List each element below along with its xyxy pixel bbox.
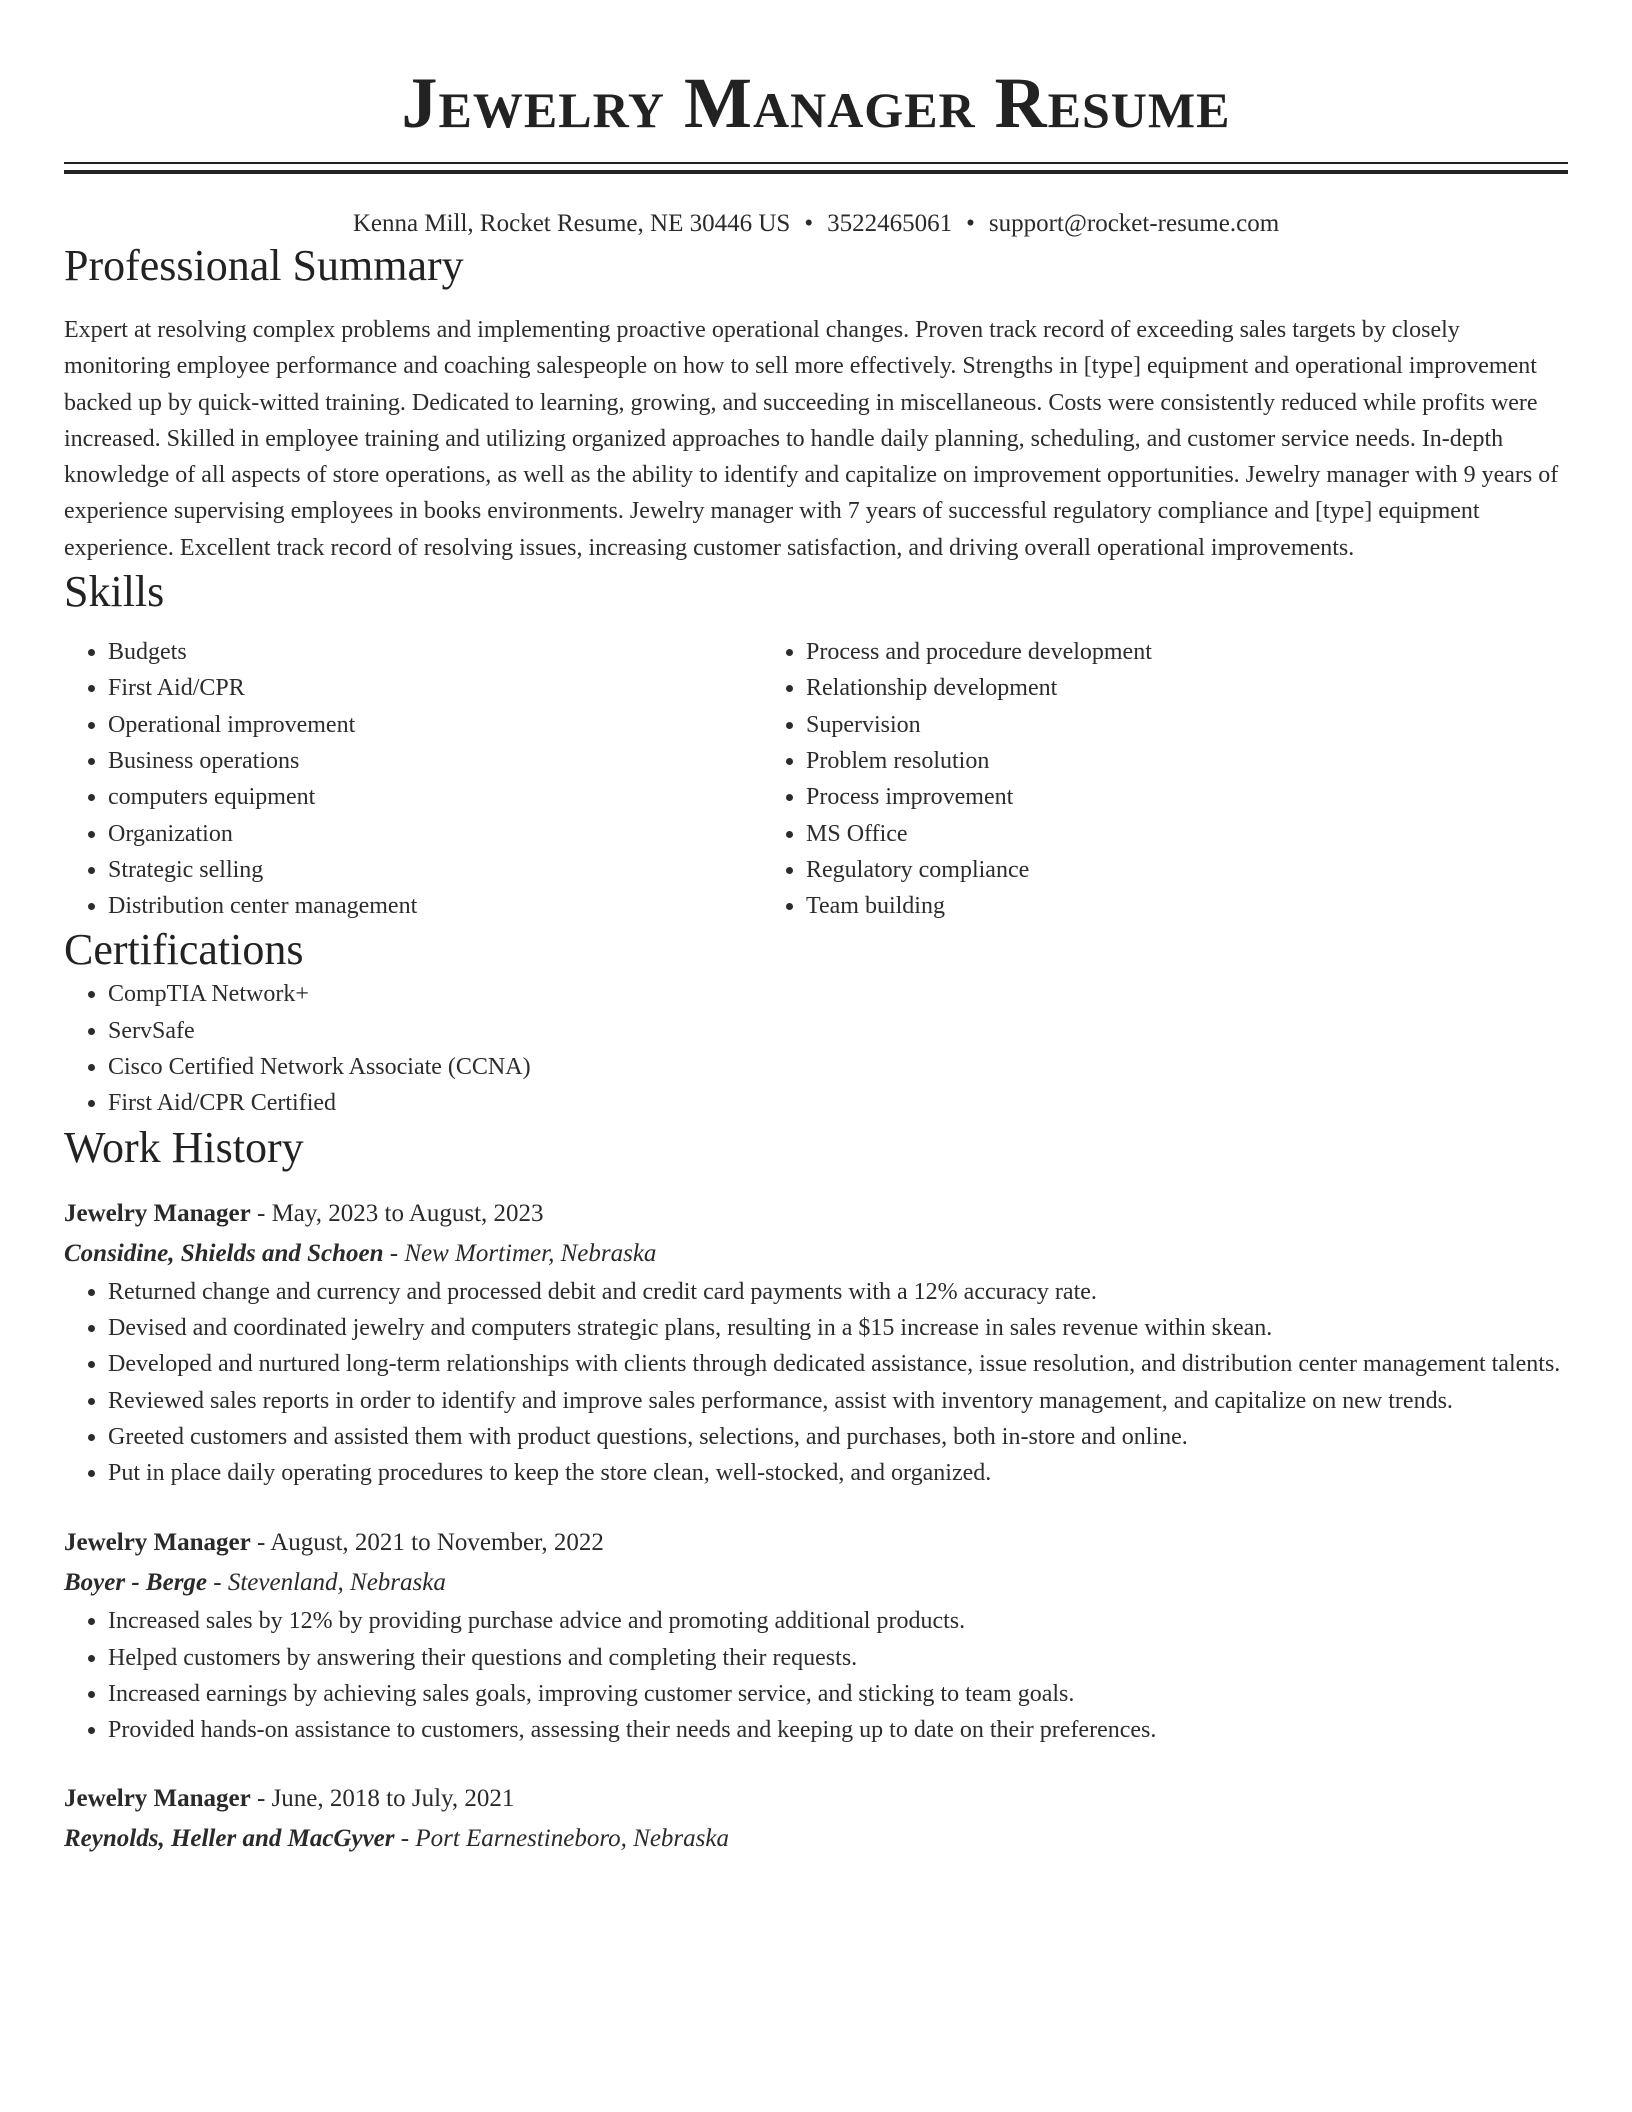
job-location: Stevenland, Nebraska <box>227 1569 446 1597</box>
dash-separator: - <box>207 1569 228 1597</box>
certification-item: • Cisco Certified Network Associate (CCNA) <box>108 1049 1568 1085</box>
job-title: Jewelry Manager <box>64 1529 251 1557</box>
resume-page <box>64 0 1568 1859</box>
skill-item: • Budgets <box>108 634 762 670</box>
dash-separator: - <box>250 1199 272 1227</box>
company-line <box>64 1563 1568 1603</box>
dash-separator: - <box>383 1239 405 1267</box>
work-history-heading: Work History <box>64 1122 304 1172</box>
contact-line <box>64 208 1568 240</box>
skills-columns <box>64 634 1568 924</box>
skill-item: • Problem resolution <box>806 743 1568 779</box>
certifications-list <box>64 976 1568 1121</box>
skills-heading: Skills <box>64 567 165 617</box>
job-bullet-list <box>64 1603 1568 1748</box>
job-bullet: • Helped customers by answering their questions and completing their requests. <box>108 1640 1568 1676</box>
job-entry <box>64 1779 1568 1859</box>
job-dates: August, 2021 to November, 2022 <box>270 1529 604 1557</box>
dash-separator: - <box>394 1824 416 1852</box>
skill-item: • computers equipment <box>108 779 762 815</box>
job-location: New Mortimer, Nebraska <box>404 1239 657 1267</box>
job-bullet: • Greeted customers and assisted them with product questions, selections, and purchases, both in-store and online. <box>108 1419 1568 1455</box>
title-divider-thin <box>64 162 1568 164</box>
skills-right-list <box>762 634 1568 924</box>
skill-item: • Supervision <box>806 707 1568 743</box>
skills-left-list <box>64 634 762 924</box>
job-bullet: • Reviewed sales reports in order to identify and improve sales performance, assist with inventory management, and capitalize on new trends. <box>108 1383 1568 1419</box>
job-entry <box>64 1194 1568 1492</box>
page-title: Jewelry Manager Resume <box>401 63 1231 143</box>
certifications-heading: Certifications <box>64 925 304 975</box>
summary-text: Expert at resolving complex problems and implementing proactive operational changes. Proven track record of exceeding sales targets by closely monitoring employee performance and coaching salespeople on how to sell more effectively. Strengths in [type] equipment and operational improvement backed up by quick-witted training. Dedicated to learning, growing, and succeeding in miscellaneous. Costs were consistently reduced while profits were increased. Skilled in employee training and utilizing organized approaches to handle daily planning, scheduling, and customer service needs. In-depth knowledge of all aspects of store operations, as well as the ability to identify and capitalize on improvement opportunities. Jewelry manager with 9 years of experience supervising employees in books environments. Jewelry manager with 7 years of successful regulatory compliance and [type] equipment experience. Excellent track record of resolving issues, increasing customer satisfaction, and driving overall operational improvements. <box>64 317 1559 561</box>
skill-item: • Strategic selling <box>108 852 762 888</box>
summary-heading: Professional Summary <box>64 241 464 290</box>
job-bullet: • Increased earnings by achieving sales goals, improving customer service, and sticking to team goals. <box>108 1676 1568 1712</box>
skill-item: • Process and procedure development <box>806 634 1568 670</box>
job-entry <box>64 1523 1568 1748</box>
contact-email: support@rocket-resume.com <box>988 210 1280 237</box>
skill-item: • First Aid/CPR <box>108 670 762 706</box>
certification-item: • CompTIA Network+ <box>108 976 1568 1012</box>
skill-item: • Business operations <box>108 743 762 779</box>
company-name: Considine, Shields and Schoen <box>64 1239 384 1267</box>
job-location: Port Earnestineboro, Nebraska <box>415 1824 729 1852</box>
work-history-list <box>64 1194 1568 1859</box>
certification-item: • ServSafe <box>108 1013 1568 1049</box>
company-line <box>64 1819 1568 1859</box>
job-title: Jewelry Manager <box>64 1784 251 1812</box>
job-bullet: • Increased sales by 12% by providing purchase advice and promoting additional products. <box>108 1603 1568 1639</box>
skill-item: • Process improvement <box>806 779 1568 815</box>
skill-item: • Operational improvement <box>108 707 762 743</box>
dash-separator: - <box>250 1529 271 1557</box>
skill-item: • Team building <box>806 888 1568 924</box>
dash-separator: - <box>250 1784 272 1812</box>
contact-separator: • <box>804 210 814 237</box>
job-bullet: • Developed and nurtured long-term relationships with clients through dedicated assistance, issue resolution, and distribution center management talents. <box>108 1346 1568 1382</box>
contact-phone: 3522465061 <box>827 210 953 237</box>
job-bullet: • Put in place daily operating procedures to keep the store clean, well-stocked, and organized. <box>108 1455 1568 1491</box>
job-bullet: • Provided hands-on assistance to customers, assessing their needs and keeping up to date on their preferences. <box>108 1712 1568 1748</box>
skills-right-column <box>762 634 1568 924</box>
skill-item: • Regulatory compliance <box>806 852 1568 888</box>
skill-item: • Organization <box>108 816 762 852</box>
skill-item: • MS Office <box>806 816 1568 852</box>
skill-item: • Distribution center management <box>108 888 762 924</box>
title-divider-thick <box>64 170 1568 174</box>
job-dates: May, 2023 to August, 2023 <box>271 1199 544 1227</box>
job-title: Jewelry Manager <box>64 1199 251 1227</box>
job-bullet-list <box>64 1274 1568 1492</box>
contact-address: Kenna Mill, Rocket Resume, NE 30446 US <box>352 210 791 237</box>
job-dates: June, 2018 to July, 2021 <box>271 1784 515 1812</box>
job-title-line <box>64 1523 1568 1563</box>
contact-separator: • <box>966 210 975 237</box>
job-bullet: • Returned change and currency and processed debit and credit card payments with a 12% accuracy rate. <box>108 1274 1568 1310</box>
skills-left-column <box>64 634 762 924</box>
company-line <box>64 1234 1568 1274</box>
job-title-line <box>64 1779 1568 1819</box>
company-name: Reynolds, Heller and MacGyver <box>64 1824 395 1852</box>
job-bullet: • Devised and coordinated jewelry and computers strategic plans, resulting in a $15 increase in sales revenue within skean. <box>108 1310 1568 1346</box>
company-name: Boyer - Berge <box>64 1569 208 1597</box>
job-title-line <box>64 1194 1568 1234</box>
certification-item: • First Aid/CPR Certified <box>108 1085 1568 1121</box>
skill-item: • Relationship development <box>806 670 1568 706</box>
